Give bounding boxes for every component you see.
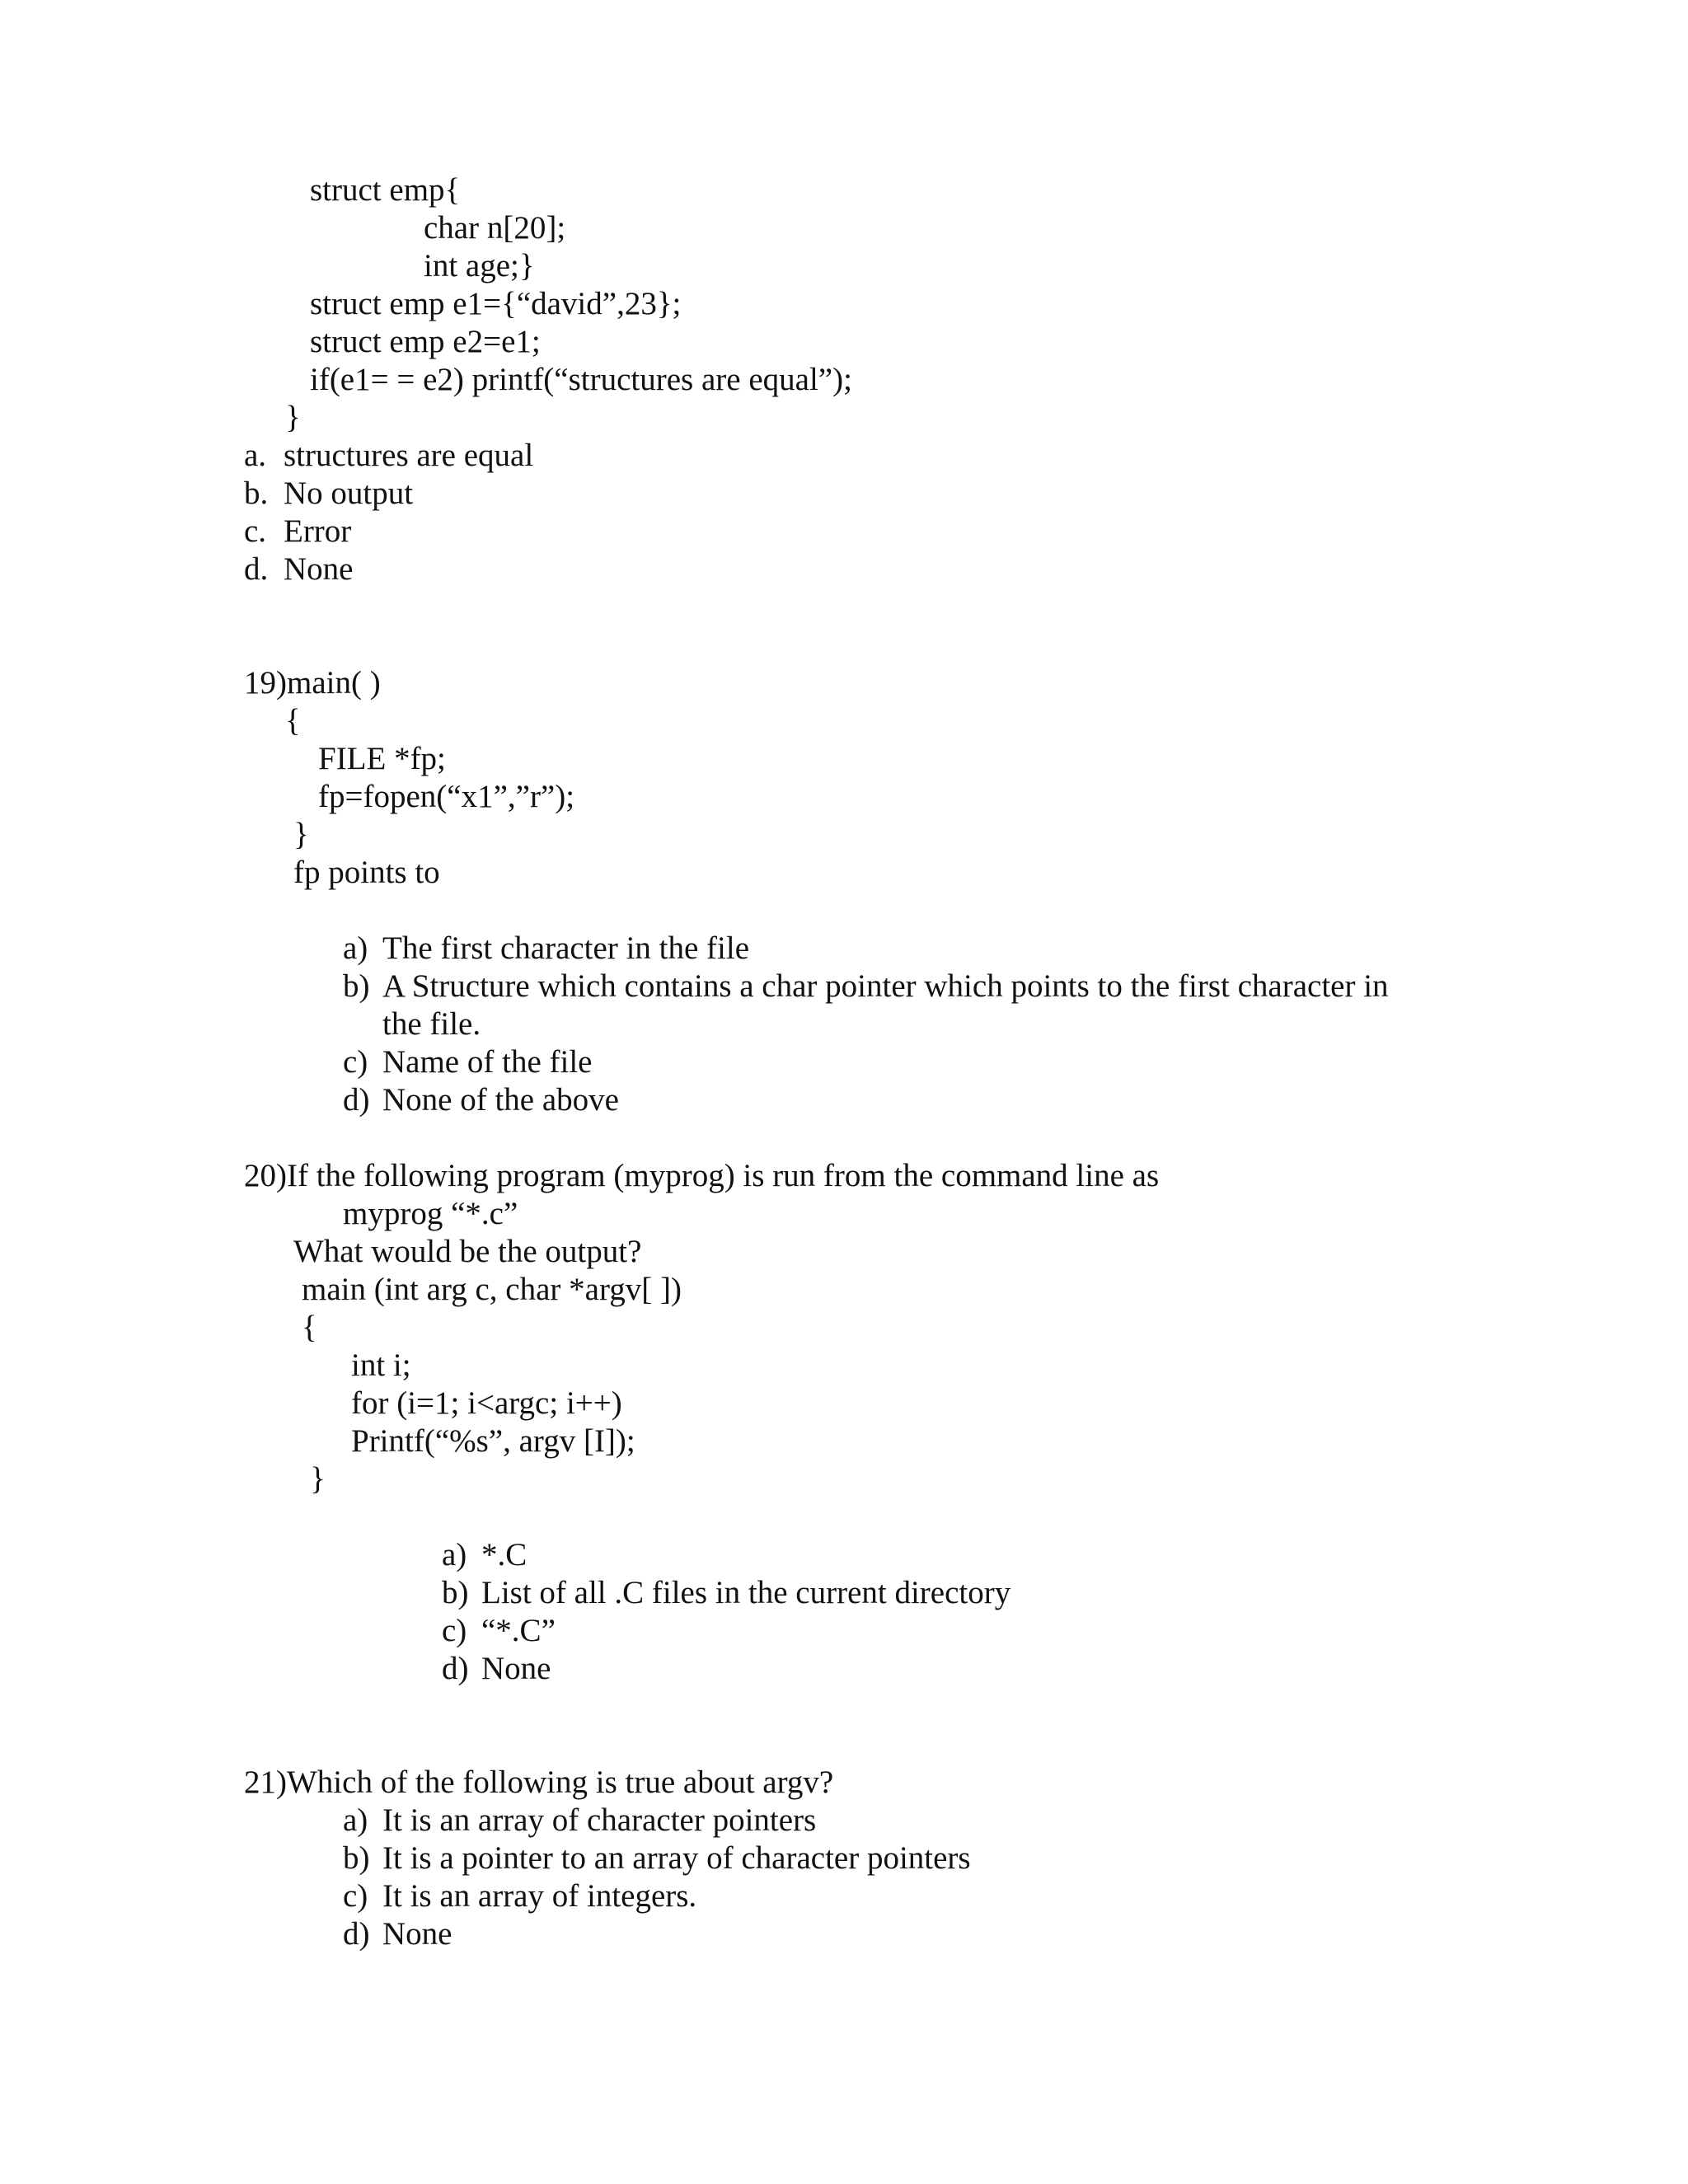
option-text: None (284, 551, 354, 587)
option-marker: d) (343, 1916, 370, 1952)
option-c (343, 1877, 696, 1915)
code-line: Printf(“%s”, argv [I]); (351, 1423, 635, 1459)
option-c (244, 513, 351, 551)
option-marker: c) (343, 1878, 368, 1914)
code-line: fp=fopen(“x1”,”r”); (318, 779, 575, 814)
option-b (442, 1574, 1010, 1612)
option-c (343, 1043, 592, 1081)
question-header: 21)Which of the following is true about argv? (244, 1765, 834, 1800)
option-marker: c) (343, 1044, 368, 1080)
option-a (343, 930, 749, 968)
option-marker: a) (442, 1537, 467, 1572)
code-line: FILE *fp; (318, 741, 446, 776)
option-text: It is a pointer to an array of character pointers (382, 1840, 971, 1876)
option-b (244, 475, 413, 513)
option-marker: b. (244, 476, 269, 511)
option-text: Error (284, 513, 352, 549)
option-a (442, 1536, 527, 1574)
option-marker: b) (343, 1840, 370, 1876)
option-marker: c. (244, 513, 267, 549)
code-line: } (310, 1461, 326, 1497)
option-a (244, 437, 533, 475)
code-line: { (302, 1310, 317, 1345)
command-line: myprog “*.c” (343, 1196, 518, 1231)
option-text: “*.C” (481, 1613, 556, 1648)
option-d (244, 551, 353, 588)
code-line: struct emp e2=e1; (310, 324, 541, 359)
code-line: } (293, 817, 309, 852)
code-line: main (int arg c, char *argv[ ]) (302, 1272, 682, 1307)
option-marker: c) (442, 1613, 467, 1648)
option-text: None (382, 1916, 452, 1952)
code-line: int age;} (424, 248, 535, 284)
option-text: The first character in the file (382, 930, 750, 966)
code-line: } (285, 400, 301, 435)
code-line: char n[20]; (424, 210, 566, 246)
option-a (343, 1802, 816, 1840)
option-marker: d. (244, 551, 269, 587)
option-text: No output (284, 476, 414, 511)
code-line: for (i=1; i<argc; i++) (351, 1385, 622, 1421)
option-marker: d) (343, 1082, 370, 1118)
option-b (343, 1840, 971, 1877)
question-header: 19)main( ) (244, 665, 381, 701)
option-text: None of the above (382, 1082, 619, 1118)
option-text: A Structure which contains a char pointer which points to the first character in (382, 968, 1389, 1004)
option-text: It is an array of character pointers (382, 1802, 817, 1838)
option-c (442, 1612, 556, 1650)
option-marker: a) (343, 1802, 368, 1838)
code-line: if(e1= = e2) printf(“structures are equal”); (310, 362, 852, 397)
option-text: *.C (481, 1537, 528, 1572)
option-text: structures are equal (284, 438, 534, 473)
code-line: { (285, 703, 301, 738)
option-text: It is an array of integers. (382, 1878, 697, 1914)
question-prompt: What would be the output? (293, 1234, 642, 1269)
option-b-continuation: the file. (382, 1006, 481, 1042)
option-d (343, 1915, 452, 1953)
option-d (343, 1081, 619, 1119)
code-line: struct emp{ (310, 172, 461, 208)
option-text: None (481, 1651, 551, 1686)
code-line: int i; (351, 1347, 411, 1383)
question-prompt: fp points to (293, 855, 440, 890)
option-marker: b) (343, 968, 370, 1004)
code-line: struct emp e1={“david”,23}; (310, 286, 682, 321)
option-d (442, 1650, 551, 1688)
option-text: List of all .C files in the current directory (481, 1575, 1011, 1610)
option-marker: d) (442, 1651, 469, 1686)
option-marker: b) (442, 1575, 469, 1610)
question-header: 20)If the following program (myprog) is run from the command line as (244, 1158, 1160, 1193)
option-text: Name of the file (382, 1044, 593, 1080)
option-marker: a) (343, 930, 368, 966)
option-b (343, 968, 1389, 1005)
option-marker: a. (244, 438, 267, 473)
